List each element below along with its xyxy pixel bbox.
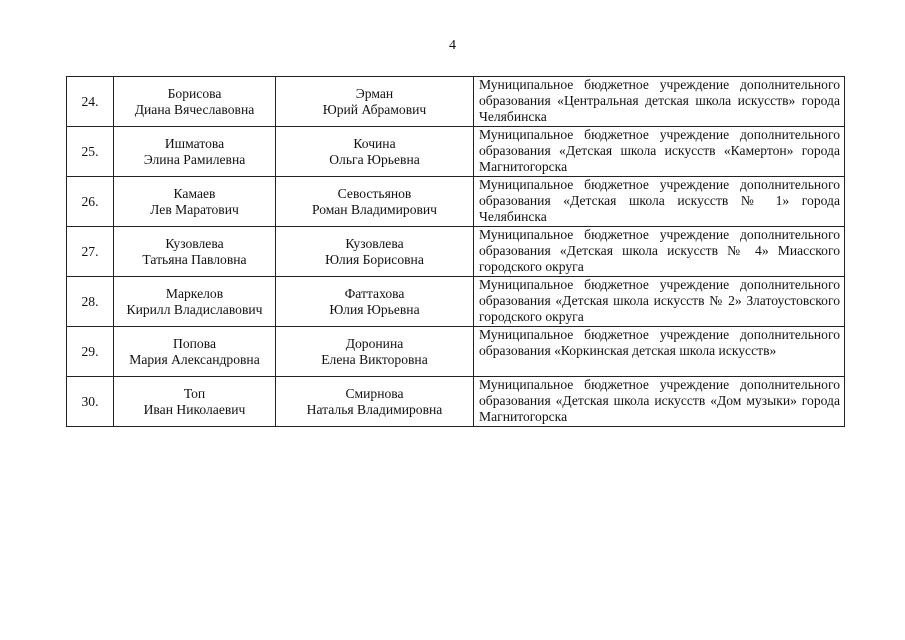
student-given-names: Мария Александровна xyxy=(129,351,260,367)
school-cell xyxy=(474,277,845,327)
student-given-names: Диана Вячеславовна xyxy=(134,101,255,117)
row-number: 26. xyxy=(67,177,114,227)
teacher-given-names: Ольга Юрьевна xyxy=(329,151,420,167)
school-name: Муниципальное бюджетное учреждение дополнительного образования «Детская школа искусств № 2» Златоустовского городского округа xyxy=(479,277,840,324)
teacher-given-names: Наталья Владимировна xyxy=(306,401,443,417)
teacher-surname: Севостьянов xyxy=(337,185,412,201)
table-row xyxy=(67,127,845,177)
row-number: 28. xyxy=(67,277,114,327)
school-cell xyxy=(474,127,845,177)
row-number: 29. xyxy=(67,327,114,377)
teacher-given-names: Юлия Юрьевна xyxy=(329,301,420,317)
row-number: 25. xyxy=(67,127,114,177)
table-row xyxy=(67,377,845,427)
teacher-given-names: Юлия Борисовна xyxy=(325,251,424,267)
teacher-surname: Кузовлева xyxy=(345,235,404,251)
student-surname: Топ xyxy=(183,385,206,401)
student-given-names: Элина Рамилевна xyxy=(143,151,246,167)
student-cell xyxy=(114,77,276,127)
school-name: Муниципальное бюджетное учреждение дополнительного образования «Детская школа искусств № 4» Миасского городского округа xyxy=(479,227,840,274)
teacher-surname: Фаттахова xyxy=(344,285,405,301)
teacher-cell xyxy=(276,377,474,427)
school-cell xyxy=(474,227,845,277)
student-surname: Попова xyxy=(173,335,216,351)
row-number: 30. xyxy=(67,377,114,427)
student-cell xyxy=(114,277,276,327)
teacher-cell xyxy=(276,177,474,227)
teacher-cell xyxy=(276,327,474,377)
school-cell xyxy=(474,77,845,127)
student-surname: Камаев xyxy=(173,185,216,201)
student-cell xyxy=(114,327,276,377)
school-cell xyxy=(474,177,845,227)
table-row xyxy=(67,77,845,127)
teacher-surname: Смирнова xyxy=(345,385,404,401)
table-row xyxy=(67,177,845,227)
school-name: Муниципальное бюджетное учреждение дополнительного образования «Детская школа искусств «Камертон» города Магнитогорска xyxy=(479,127,840,174)
student-surname: Маркелов xyxy=(165,285,224,301)
row-number: 27. xyxy=(67,227,114,277)
teacher-given-names: Юрий Абрамович xyxy=(322,101,427,117)
student-surname: Ишматова xyxy=(164,135,225,151)
student-cell xyxy=(114,177,276,227)
teacher-cell xyxy=(276,127,474,177)
student-given-names: Татьяна Павловна xyxy=(142,251,247,267)
student-cell xyxy=(114,227,276,277)
school-cell xyxy=(474,327,845,377)
row-number: 24. xyxy=(67,77,114,127)
teacher-given-names: Роман Владимирович xyxy=(311,201,438,217)
page-number: 4 xyxy=(449,38,456,53)
teacher-surname: Кочина xyxy=(353,135,396,151)
student-surname: Борисова xyxy=(167,85,222,101)
teacher-cell xyxy=(276,277,474,327)
table-row xyxy=(67,227,845,277)
teacher-surname: Эрман xyxy=(355,85,394,101)
school-name: Муниципальное бюджетное учреждение дополнительного образования «Коркинская детская школа искусств» xyxy=(479,327,840,358)
participants-table xyxy=(66,76,845,427)
student-given-names: Иван Николаевич xyxy=(143,401,246,417)
student-cell xyxy=(114,127,276,177)
student-given-names: Лев Маратович xyxy=(150,201,239,217)
table-row xyxy=(67,277,845,327)
teacher-surname: Доронина xyxy=(345,335,404,351)
teacher-given-names: Елена Викторовна xyxy=(321,351,428,367)
school-name: Муниципальное бюджетное учреждение дополнительного образования «Детская школа искусств «Дом музыки» города Магнитогорска xyxy=(479,377,840,424)
school-cell xyxy=(474,377,845,427)
school-name: Муниципальное бюджетное учреждение дополнительного образования «Детская школа искусств № 1» города Челябинска xyxy=(479,177,840,224)
table-row xyxy=(67,327,845,377)
teacher-cell xyxy=(276,227,474,277)
student-cell xyxy=(114,377,276,427)
teacher-cell xyxy=(276,77,474,127)
school-name: Муниципальное бюджетное учреждение дополнительного образования «Центральная детская школа искусств» города Челябинска xyxy=(479,77,840,124)
student-given-names: Кирилл Владиславович xyxy=(126,301,263,317)
student-surname: Кузовлева xyxy=(165,235,224,251)
